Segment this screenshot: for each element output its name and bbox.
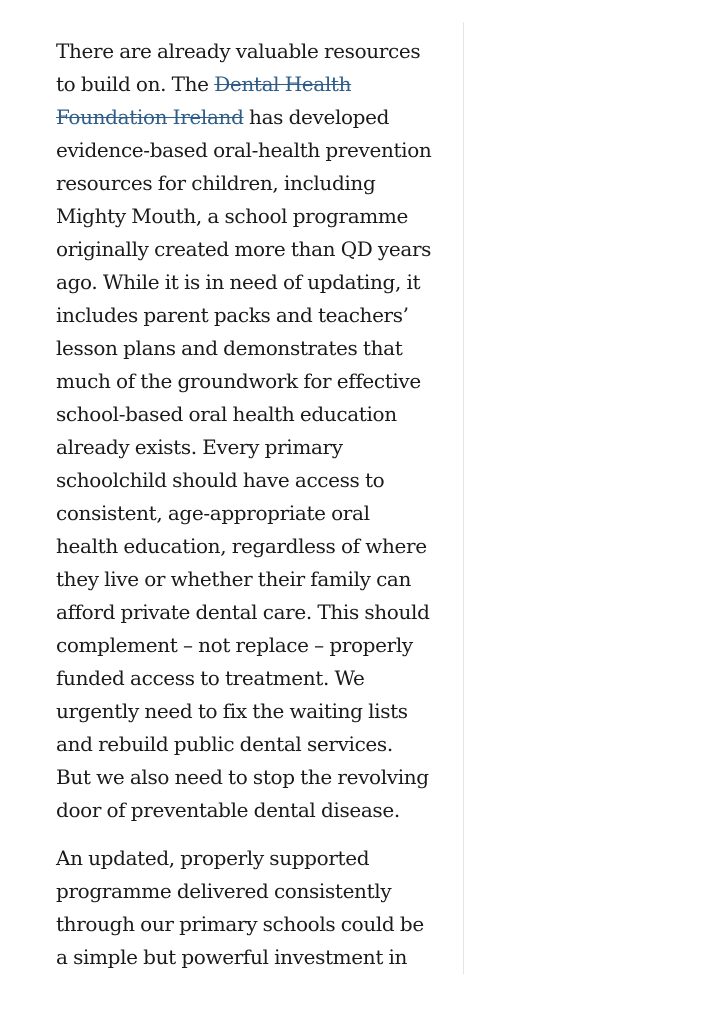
paragraph-text: has developed evidence-based oral-health prevention resources for children, including Mighty Mouth, a school programme originally created more than QD years ago. While it is in need of updating, it includes parent packs and teachers’ lesson plans and demonstrates that much of the groundwork for effective school-based oral health education already exists. Every primary schoolchild should have access to consistent, age-appropriate oral health education, regardless of where they live or whether their family can afford private dental care. This should complement – not replace – properly funded access to treatment. We urgently need to fix the waiting lists and rebuild public dental services. But we also need to stop the revolving door of preventable dental disease.: [56, 105, 432, 822]
article-paragraph: [56, 35, 432, 827]
article-paragraph: An updated, properly supported programme delivered consistently through our primary schools could be a simple but powerful investment in: [56, 846, 424, 969]
article-body: [56, 35, 432, 989]
dental-health-foundation-link[interactable]: Dental Health Foundation Ireland: [56, 72, 352, 129]
paragraph-text: There are already valuable resources to build on. The: [56, 39, 421, 96]
column-divider: [463, 22, 464, 974]
